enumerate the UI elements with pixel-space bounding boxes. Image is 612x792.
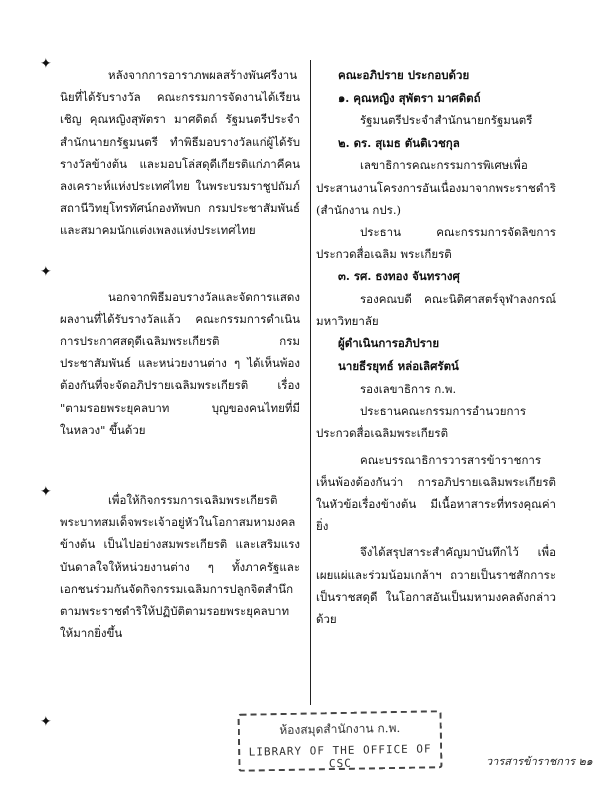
page-footer: วารสารข้าราชการ ๒๑ [486,755,593,768]
moderator-heading: ผู้ดำเนินการอภิปราย [338,336,440,351]
margin-bullet-mark: ✦ [40,264,52,280]
panelist-3-role: รองคณบดี คณะนิติศาสตร์จุฬาลงกรณ์มหาวิทยาลัย [316,291,556,329]
panelist-1-name: ๑. คุณหญิง สุพัตรา มาศดิตถ์ [338,90,481,105]
column-divider [310,60,311,705]
library-stamp [238,710,443,772]
panelist-2-name: ๒. ดร. สุเมธ ตันติเวชกุล [338,135,460,150]
moderator-role-1: รองเลขาธิการ ก.พ. [360,381,457,396]
panelist-1-role: รัฐมนตรีประจำสำนักนายกรัฐมนตรี [360,113,533,128]
moderator-name: นายธีรยุทธ์ หล่อเลิศรัตน์ [338,358,459,373]
margin-bullet-mark: ✦ [40,714,52,730]
stamp-english-text: LIBRARY OF THE OFFICE OF CSC [248,742,432,771]
left-column [60,64,300,644]
moderator-role-2: ประธานคณะกรรมการอำนวยการประกวดสื่อเฉลิมพระเกียรติ [316,404,527,441]
right-paragraph-b: จึงได้สรุปสาระสำคัญมาบันทึกไว้ เพื่อเผยแผ่และร่วมน้อมเกล้าฯ ถวายเป็นราชสักการะ เป็นราชสดุดี ในโอกาสอันเป็นมหามงคลดังกล่าวด้วย [316,545,556,626]
stamp-thai-text: ห้องสมุดสำนักงาน ก.พ. [279,720,401,738]
panelist-2-role-2: ประธาน คณะกรรมการจัดลิขการประกวดสื่อเฉลิม พระเกียรติ [316,224,556,262]
left-paragraph-1: หลังจากการอาราภพผลสร้างพันศรีงานนิยที่ได้รับรางวัล คณะกรรมการจัดงานได้เรียนเชิญ คุณหญิงสุพัตรา มาศดิตถ์ รัฐมนตรีประจำสำนักนายกรัฐมนตรี ทำพิธีมอบรางวัลแก่ผู้ได้รับรางวัลข้างต้น และมอบโล่สดุดีเกียรติแก่ภาคีคนลงเคราะห์แห่งประเทศไทย ในพระบรมราชูปถัมภ์ สถานีวิทยุโทรทัศน์กองทัพบก กรมประชาสัมพันธ์ และสมาคมนักแต่งเพลงแห่งประเทศไทย [60,68,300,238]
panel-heading: คณะอภิปราย ประกอบด้วย [338,68,470,82]
margin-bullet-mark: ✦ [40,484,52,500]
right-paragraph-a: คณะบรรณาธิการวารสารข้าราชการเห็นพ้องต้องกันว่า การอภิปรายเฉลิมพระเกียรติในหัวข้อเรื่องข้างต้น มีเนื้อหาสาระที่ทรงคุณค่ายิ่ง [316,452,556,534]
panelist-3-name: ๓. รศ. ธงทอง จันทรางศุ [338,269,460,284]
left-paragraph-2: นอกจากพิธีมอบรางวัลและจัดการแสดงผลงานที่ได้รับรางวัลแล้ว คณะกรรมการดำเนินการประกาศสดุดีเฉลิมพระเกียรติ กรมประชาสัมพันธ์ และหน่วยงานต่าง ๆ ได้เห็นพ้องต้องกันที่จะจัดอภิปรายเฉลิมพระเกียรติ เรื่อง "ตามรอยพระยุคลบาท บุญของคนไทยที่มีในหลวง" ขึ้นด้วย [60,289,300,437]
margin-bullet-mark: ✦ [40,56,52,72]
right-column [316,64,556,630]
panelist-2-role-1: เลขาธิการคณะกรรมการพิเศษเพื่อประสานงานโครงการอันเนื่องมาจากพระราชดำริ (สำนักงาน กปร.) [316,158,556,217]
left-paragraph-3: เพื่อให้กิจกรรมการเฉลิมพระเกียรติพระบาทสมเด็จพระเจ้าอยู่หัวในโอกาสมหามงคลข้างต้น เป็นไปอย่างสมพระเกียรติ และเสริมแรงบันดาลใจให้หน่วยงานต่าง ๆ ทั้งภาครัฐและเอกชนร่วมกันจัดกิจกรรมเฉลิมการปลูกจิตสำนึกตามพระราชดำริให้ปฏิบัติตามรอยพระยุคลบาทให้มากยิ่งขึ้น [60,493,300,641]
